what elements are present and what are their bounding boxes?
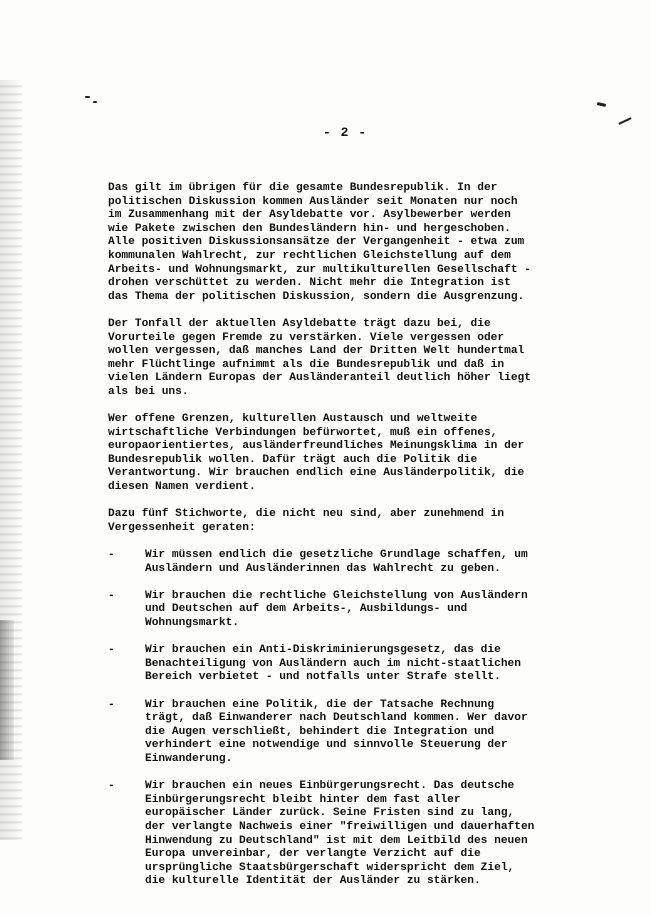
list-item (108, 590, 578, 631)
bullet-dash: - (108, 780, 115, 793)
paragraph: Das gilt im übrigen für die gesamte Bundesrepublik. In der politischen Diskussion kommen Ausländer seit Monaten nur noch im Zusammenhang mit der Asyldebatte vor. Asylbewerber werden wie Pakete zwischen den Bundesländern hin- und hergeschoben. Alle positiven Diskussionsansätze der Vergangenheit - etwa zum kommunalen Wahlrecht, zur rechtlichen Gleichstellung auf dem Arbeits- und Wohnungsmarkt, zur multikulturellen Gesellschaft - drohen verschüttet zu werden. Nicht mehr die Integration ist das Thema der politischen Diskussion, sondern die Ausgrenzung. (108, 182, 531, 303)
list-item-text: Wir brauchen eine Politik, die der Tatsache Rechnung trägt, daß Einwanderer nach Deutschland kommen. Wer davor die Augen verschließt, behindert die Integration und verhindert eine notwendige und sinnvolle Steuerung der Einwanderung. (145, 698, 528, 765)
list-item-text: Wir müssen endlich die gesetzliche Grundlage schaffen, um Ausländern und Ausländerinnen das Wahlrecht zu geben. (145, 549, 528, 575)
bullet-dash: - (108, 589, 115, 602)
bullet-dash: - (108, 698, 115, 711)
scan-speck (618, 117, 632, 125)
list-item (108, 644, 578, 685)
paragraph: Wer offene Grenzen, kulturellen Austausch und weltweite wirtschaftliche Verbindungen befürwortet, muß ein offenes, europaorientiertes, ausländerfreundliches Meinungsklima in der Bundesrepublik wollen. Dafür trägt auch die Politik die Verantwortung. Wir brauchen endlich eine Ausländerpolitik, die diesen Namen verdient. (108, 413, 525, 494)
list-item-text: Wir brauchen ein neues Einbürgerungsrecht. Das deutsche Einbürgerungsrecht bleibt hinter dem fast aller europäischer Länder zurück. Seine Fristen sind zu lang, der verlangte Nachweis einer "freiwilligen und dauerhaften Hinwendung zu Deutschland" ist mit dem Leitbild des neuen Europa unvereinbar, der verlangte Verzicht auf die ursprüngliche Staatsbürgerschaft widerspricht dem Ziel, die kulturelle Identität der Ausländer zu stärken. (145, 780, 535, 888)
page-number: - 2 - (322, 125, 367, 140)
scan-edge-shadow (0, 620, 14, 760)
bullet-list (108, 549, 578, 889)
bullet-dash: - (108, 644, 115, 657)
scan-speck (85, 96, 90, 98)
bullet-dash: - (108, 549, 115, 562)
paragraph: Der Tonfall der aktuellen Asyldebatte trägt dazu bei, die Vorurteile gegen Fremde zu verstärken. Viele vergessen oder wollen vergessen, daß manches Land der Dritten Welt hundertmal mehr Flüchtlinge aufnimmt als die Bundesrepublik und daß in vielen Ländern Europas der Ausländeranteil deutlich höher liegt als bei uns. (108, 317, 531, 398)
list-item-text: Wir brauchen die rechtliche Gleichstellung von Ausländern und Deutschen auf dem Arbeits-, Ausbildungs- und Wohnungsmarkt. (145, 589, 528, 629)
list-item (108, 780, 578, 889)
scan-speck (597, 102, 606, 107)
list-item-text: Wir brauchen ein Anti-Diskriminierungsgesetz, das die Benachteiligung von Ausländern auch im nicht-staatlichen Bereich verbietet - und notfalls unter Strafe stellt. (145, 644, 521, 684)
paragraph: Dazu fünf Stichworte, die nicht neu sind, aber zunehmend in Vergessenheit geraten: (108, 508, 505, 534)
body-text (108, 182, 578, 902)
list-item (108, 699, 578, 767)
scan-speck (93, 101, 97, 103)
list-item (108, 549, 578, 576)
